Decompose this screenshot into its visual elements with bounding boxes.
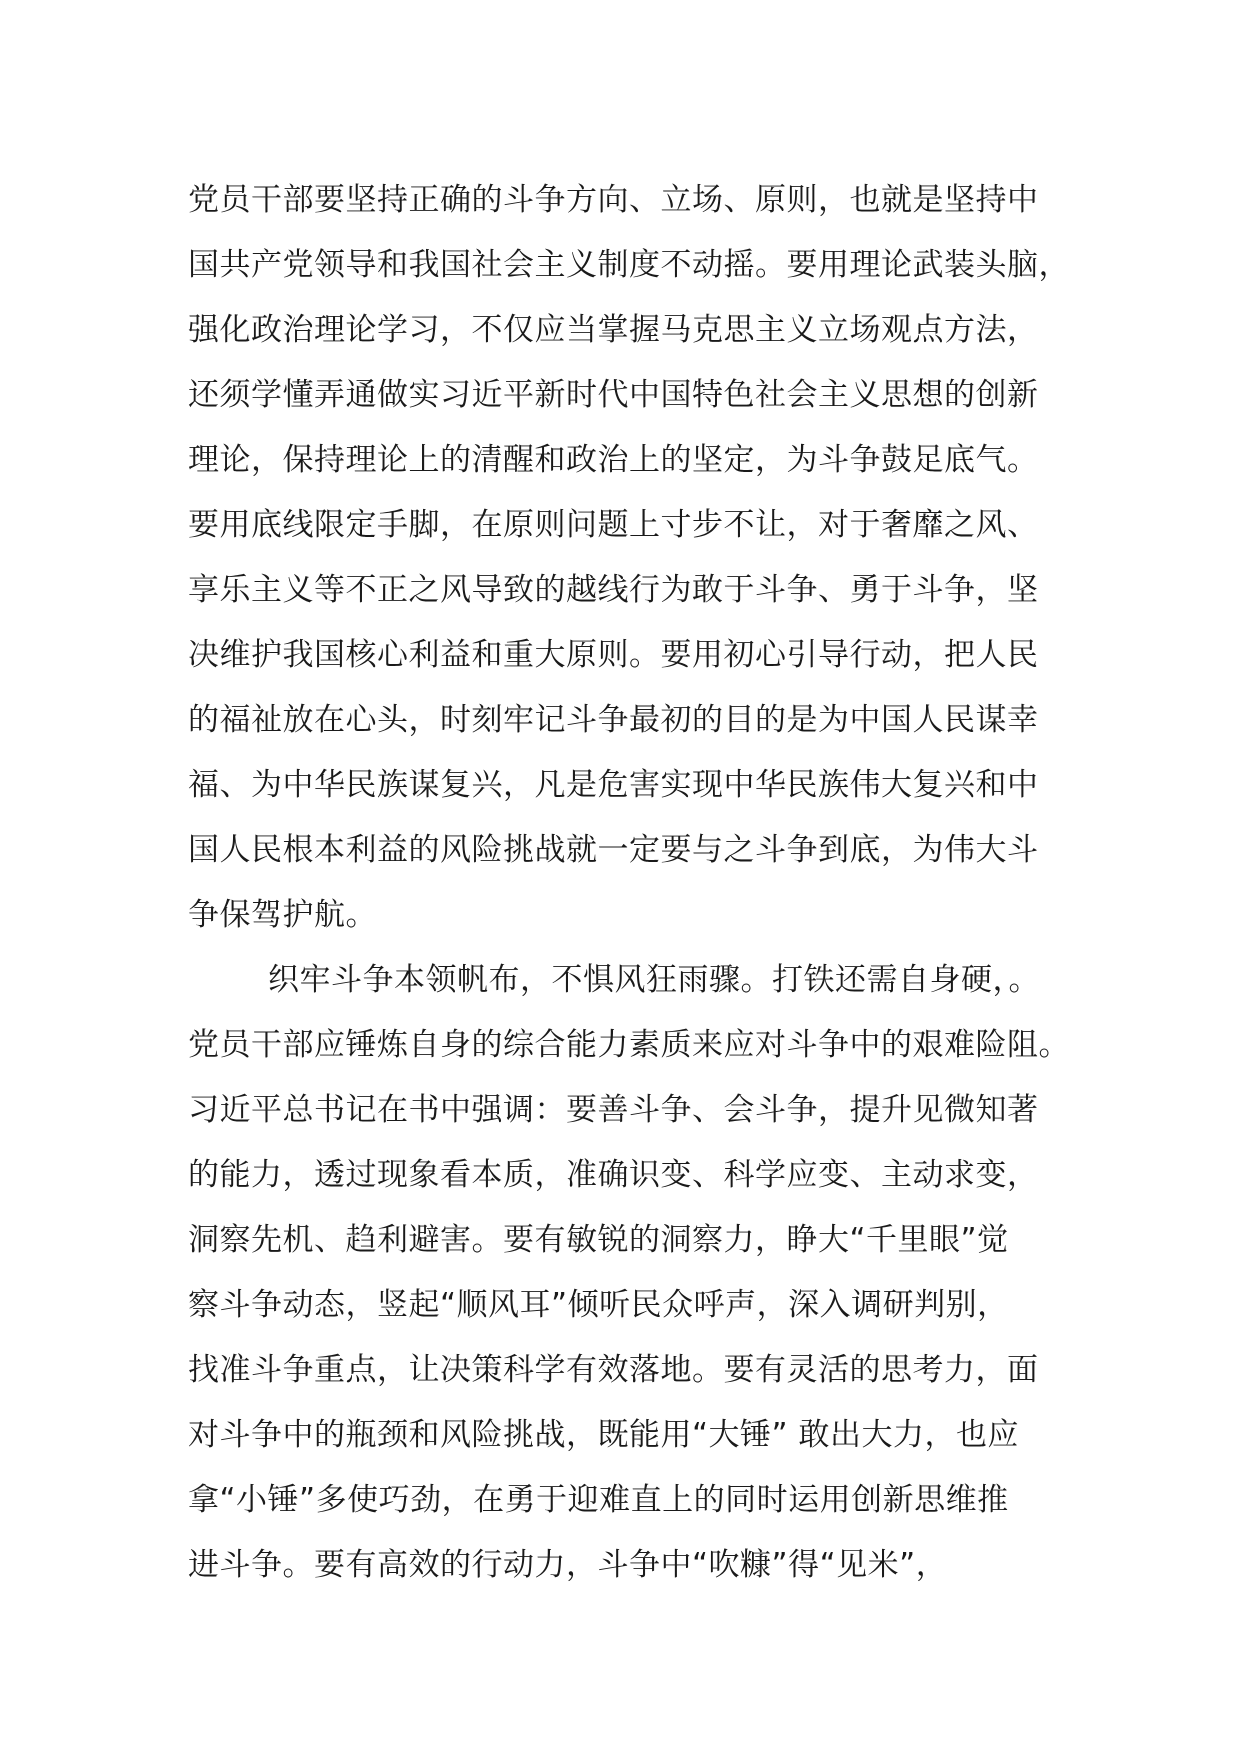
text-line: 争保驾护航。: [188, 897, 377, 933]
text-line: 的能力，透过现象看本质，准确识变、科学应变、主动求变，: [188, 1157, 1039, 1193]
text-line: 国人民根本利益的风险挑战就一定要与之斗争到底，为伟大斗: [188, 832, 1039, 868]
text-line: 福、为中华民族谋复兴，凡是危害实现中华民族伟大复兴和中: [188, 767, 1039, 803]
text-line: 进斗争。要有高效的行动力，斗争中“吹糠”得“见米”，: [188, 1547, 948, 1583]
paragraph-first-line: 织牢斗争本领帆布，不惧风狂雨骤。打铁还需自身硬，。: [268, 962, 1040, 998]
text-line: 要用底线限定手脚，在原则问题上寸步不让，对于奢靡之风、: [188, 507, 1039, 543]
text-line: 理论，保持理论上的清醒和政治上的坚定，为斗争鼓足底气。: [188, 442, 1039, 478]
text-line: 享乐主义等不正之风导致的越线行为敢于斗争、勇于斗争，坚: [188, 572, 1039, 608]
text-line: 国共产党领导和我国社会主义制度不动摇。要用理论武装头脑，: [188, 247, 1070, 283]
text-line: 找准斗争重点，让决策科学有效落地。要有灵活的思考力，面: [188, 1352, 1039, 1388]
body-text: [188, 168, 1088, 1598]
text-line: 还须学懂弄通做实习近平新时代中国特色社会主义思想的创新: [188, 377, 1039, 413]
text-line: 洞察先机、趋利避害。要有敏锐的洞察力，睁大“千里眼”觉: [188, 1222, 1009, 1258]
text-line: 党员干部应锤炼自身的综合能力素质来应对斗争中的艰难险阻。: [188, 1027, 1070, 1063]
text-line: 强化政治理论学习，不仅应当掌握马克思主义立场观点方法，: [188, 312, 1039, 348]
text-line: 习近平总书记在书中强调：要善斗争、会斗争，提升见微知著: [188, 1092, 1039, 1128]
text-line: 察斗争动态，竖起“顺风耳”倾听民众呼声，深入调研判别，: [188, 1287, 1009, 1323]
text-line: 决维护我国核心利益和重大原则。要用初心引导行动，把人民: [188, 637, 1039, 673]
text-line: 党员干部要坚持正确的斗争方向、立场、原则，也就是坚持中: [188, 182, 1039, 218]
text-line: 对斗争中的瓶颈和风险挑战，既能用“大锤” 敢出大力，也应: [188, 1417, 1019, 1453]
text-line: 的福祉放在心头，时刻牢记斗争最初的目的是为中国人民谋幸: [188, 702, 1039, 738]
text-line: 拿“小锤”多使巧劲，在勇于迎难直上的同时运用创新思维推: [188, 1482, 1009, 1518]
